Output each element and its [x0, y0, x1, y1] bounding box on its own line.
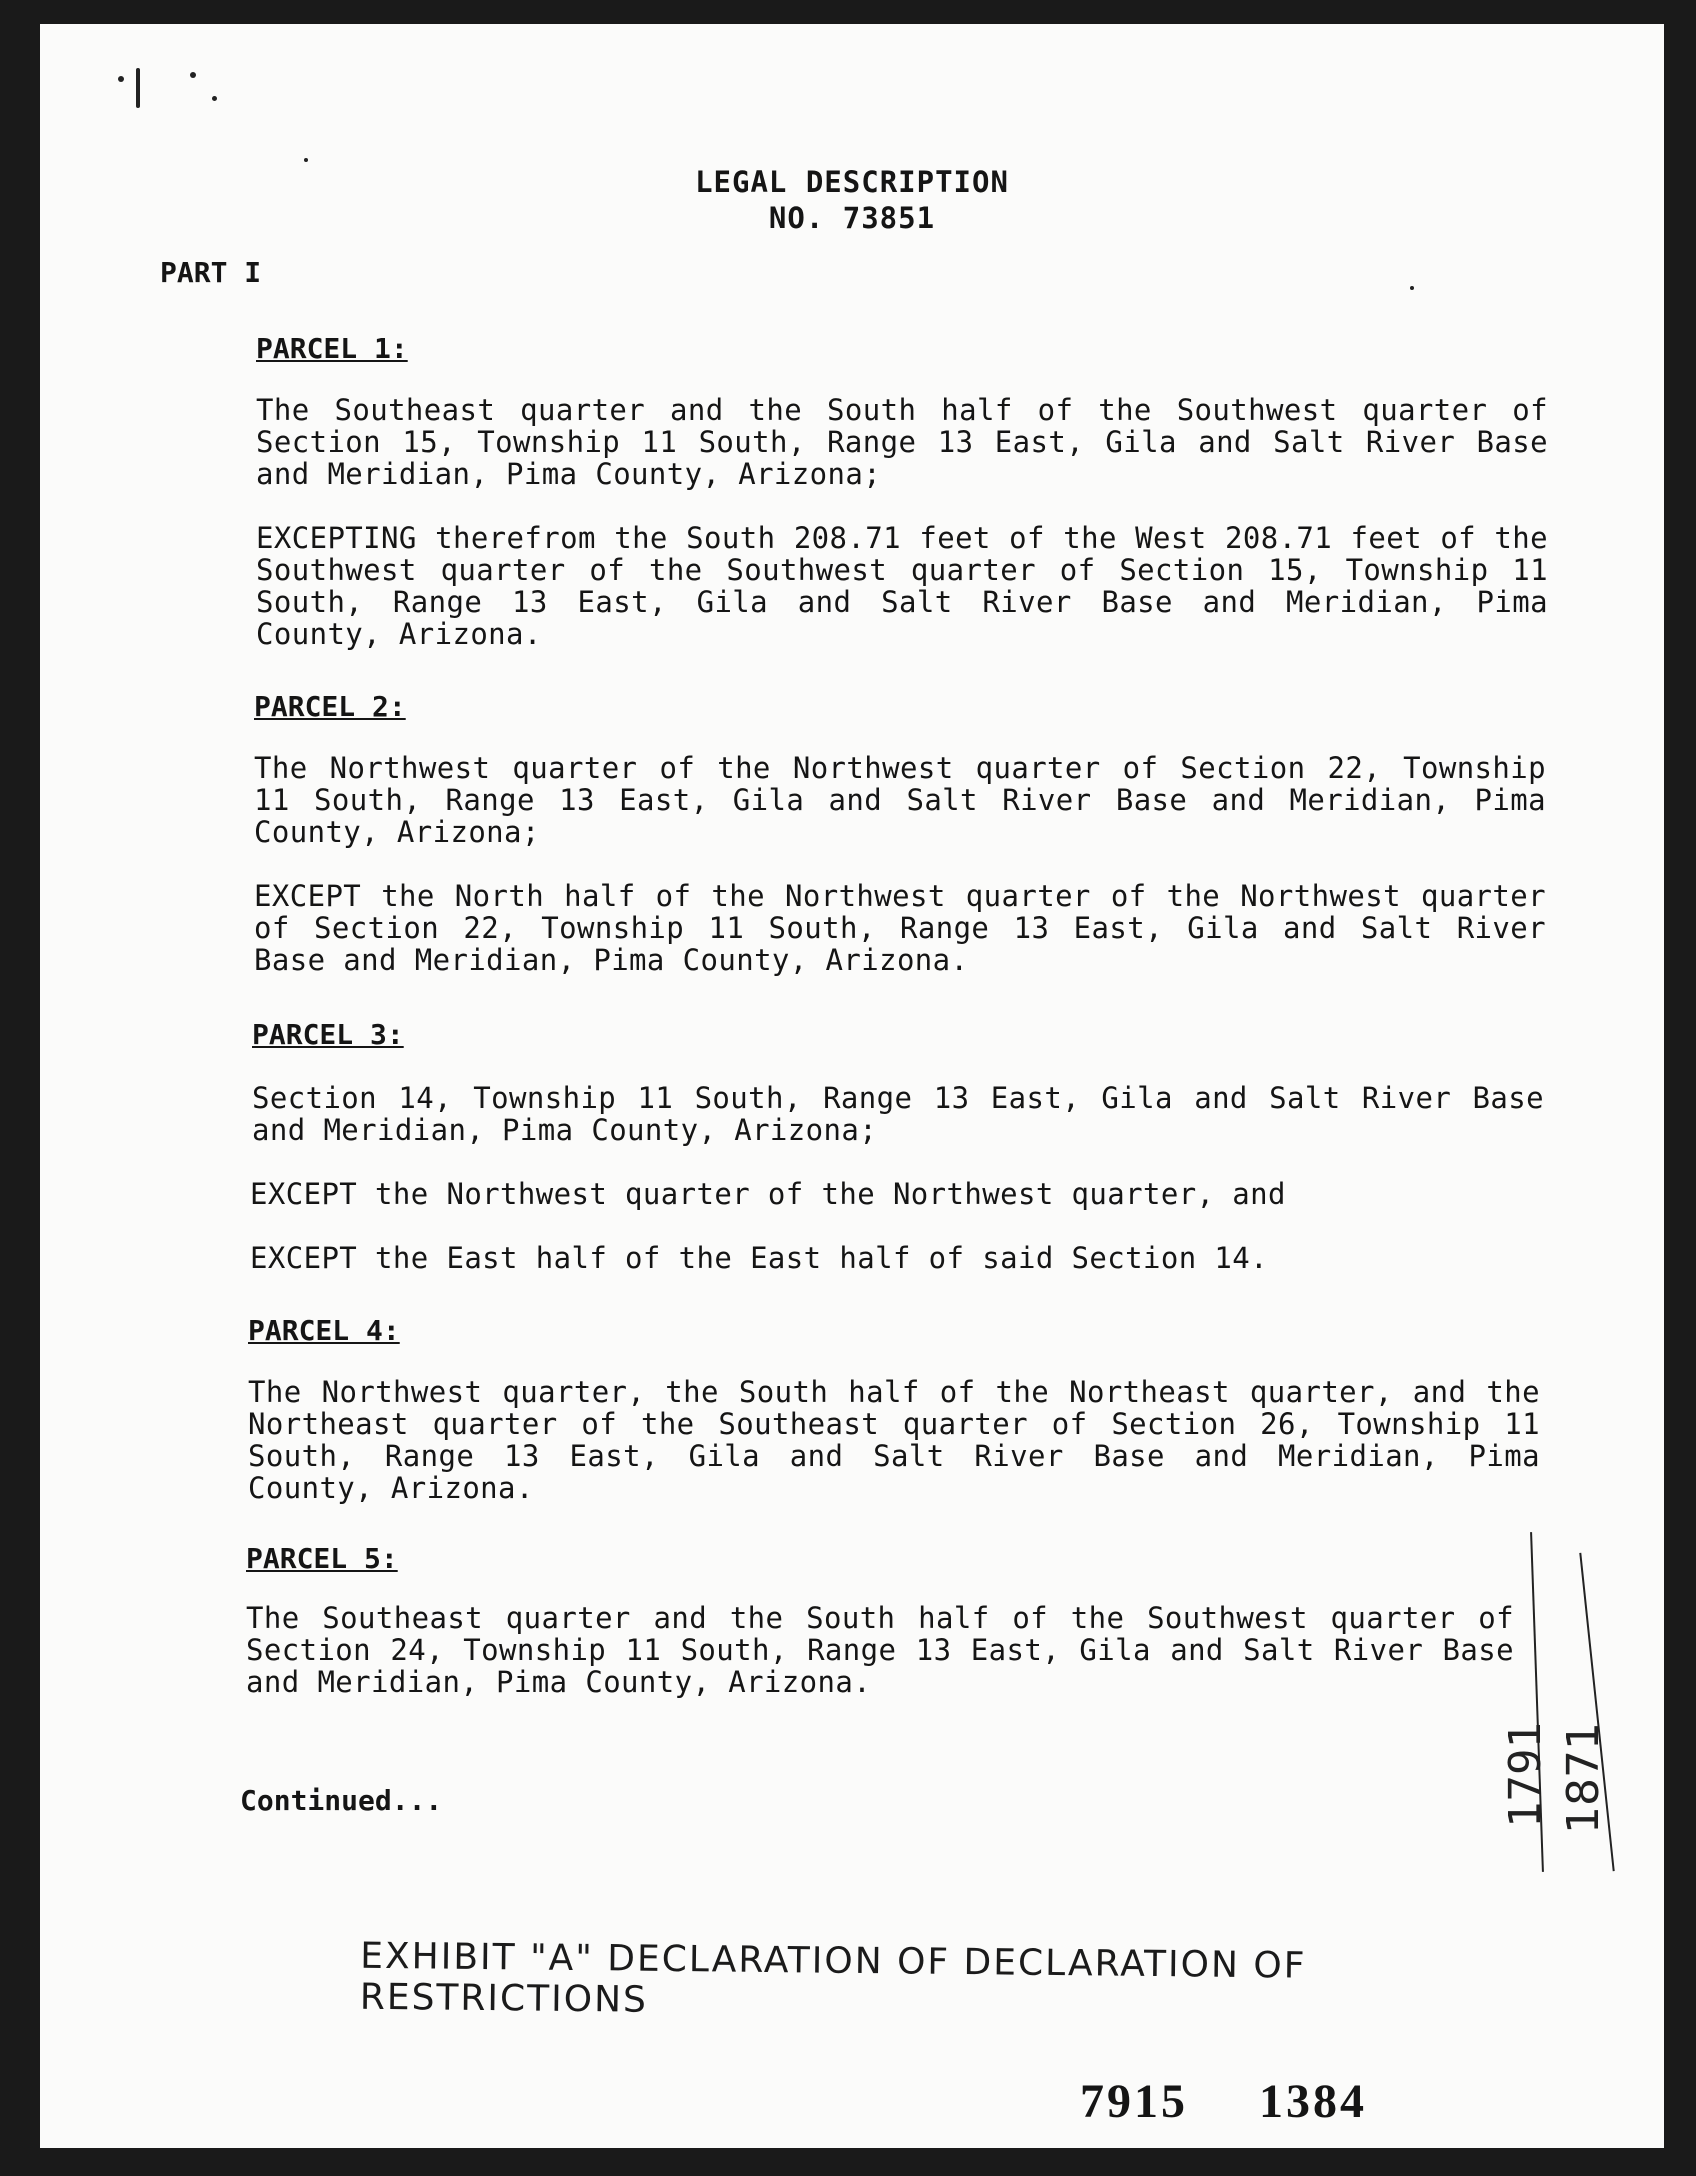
- scan-speck: [118, 76, 124, 82]
- scan-speck: [304, 158, 308, 162]
- parcel-4-heading: PARCEL 4:: [248, 1314, 400, 1347]
- stamp-number-1: 7915: [1080, 2075, 1188, 2128]
- recording-stamp: [1080, 2074, 1423, 2129]
- handwritten-exhibit-note: EXHIBIT "A" DECLARATION OF DECLARATION OF RESTRICTIONS: [359, 1935, 1307, 2021]
- document-page: [40, 24, 1664, 2148]
- title-line-2: NO. 73851: [768, 201, 936, 235]
- parcel-3-heading: PARCEL 3:: [252, 1018, 404, 1051]
- scan-speck: [190, 72, 196, 78]
- margin-annotation: [1500, 1532, 1620, 1872]
- parcel-2-paragraph-1: The Northwest quarter of the Northwest quarter of Section 22, Township 11 South, Range 13 East, Gila and Salt River Base and Meridian, Pima County, Arizona;: [254, 751, 1546, 849]
- document-title: [40, 164, 1664, 236]
- scan-speck: [212, 96, 217, 101]
- margin-number-2: 1791: [1500, 1722, 1551, 1828]
- parcel-4-paragraph-1: The Northwest quarter, the South half of the Northeast quarter, and the Northeast quarter of the Southeast quarter of Section 26, Township 11 South, Range 13 East, Gila and Salt River Base and Meridian, Pima County, Arizona.: [248, 1375, 1540, 1505]
- part-heading: PART I: [160, 256, 262, 289]
- parcel-3-paragraph-1: Section 14, Township 11 South, Range 13 East, Gila and Salt River Base and Meridian, Pima County, Arizona;: [252, 1081, 1544, 1147]
- scan-speck: [1410, 286, 1414, 290]
- parcel-1-paragraph-2: EXCEPTING therefrom the South 208.71 feet of the West 208.71 feet of the Southwest quarter of the Southwest quarter of Section 15, Township 11 South, Range 13 East, Gila and Salt River Base and Meridian, Pima County, Arizona.: [256, 521, 1548, 651]
- parcel-5-paragraph-1: The Southeast quarter and the South half of the Southwest quarter of Section 24, Township 11 South, Range 13 East, Gila and Salt River Base and Meridian, Pima County, Arizona.: [246, 1601, 1514, 1699]
- parcel-5-heading: PARCEL 5:: [246, 1542, 398, 1575]
- stamp-number-2: 1384: [1259, 2075, 1367, 2128]
- parcel-3-paragraph-3: EXCEPT the East half of the East half of said Section 14.: [250, 1241, 1268, 1275]
- continued-label: Continued...: [240, 1784, 443, 1817]
- title-line-1: LEGAL DESCRIPTION: [695, 165, 1009, 199]
- parcel-2-heading: PARCEL 2:: [254, 690, 406, 723]
- parcel-1-paragraph-1: The Southeast quarter and the South half of the Southwest quarter of Section 15, Township 11 South, Range 13 East, Gila and Salt River Base and Meridian, Pima County, Arizona;: [256, 393, 1548, 491]
- margin-number-1: 1871: [1558, 1722, 1609, 1834]
- parcel-3-paragraph-2: EXCEPT the Northwest quarter of the Northwest quarter, and: [250, 1177, 1286, 1211]
- scan-speck: [136, 68, 140, 108]
- parcel-1-heading: PARCEL 1:: [256, 332, 408, 365]
- parcel-2-paragraph-2: EXCEPT the North half of the Northwest quarter of the Northwest quarter of Section 22, Township 11 South, Range 13 East, Gila and Salt River Base and Meridian, Pima County, Arizona.: [254, 879, 1546, 977]
